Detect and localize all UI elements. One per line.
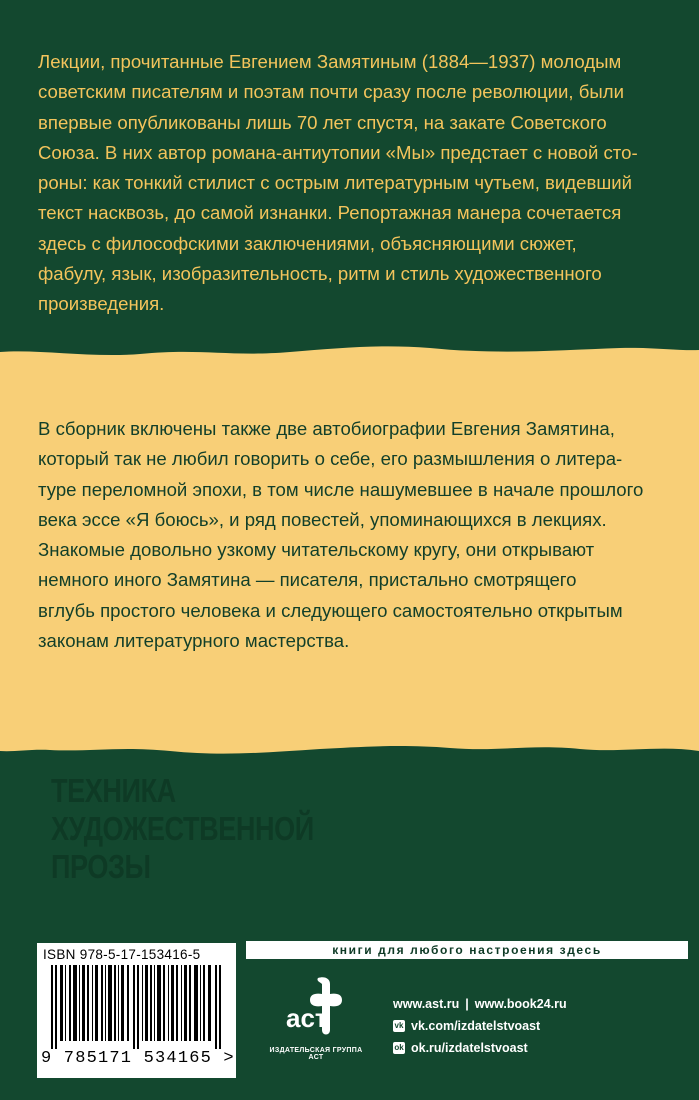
publisher-links <box>393 993 567 1059</box>
text-line: века эссе «Я боюсь», и ряд повестей, упоминающихся в лекциях. <box>38 508 607 530</box>
ok-row <box>393 1037 567 1059</box>
vk-row <box>393 1015 567 1037</box>
publisher-name: ИЗДАТЕЛЬСКАЯ ГРУППА АСТ <box>269 1047 363 1061</box>
ast-site-link[interactable]: www.ast.ru <box>393 997 460 1011</box>
text-line: здесь с философскими заключениями, объясняющими сюжет, <box>38 232 577 254</box>
text-line: произведения. <box>38 293 165 315</box>
vk-link[interactable]: vk.com/izdatelstvoast <box>411 1019 541 1033</box>
text-line: туре переломной эпохи, в том числе нашумевшее в начале прошлого <box>38 478 644 500</box>
tagline: книги для любого настроения здесь <box>246 941 688 959</box>
text-line: В сборник включены также две автобиографии Евгения Замятина, <box>38 418 615 439</box>
ast-logo-icon <box>282 972 352 1042</box>
barcode-bars <box>51 965 223 1049</box>
description-top <box>38 47 668 320</box>
logo-text: аст <box>286 1003 328 1033</box>
description-middle <box>38 414 668 656</box>
text-line: фабулу, язык, изобразительность, ритм и стиль художественного <box>38 263 602 285</box>
book-title <box>51 772 314 886</box>
title-line: ПРОЗЫ <box>51 848 151 885</box>
text-line: роны: как тонкий стилист с острым литературным чутьем, видевший <box>38 172 633 194</box>
text-line: Знакомые довольно узкому читательскому кругу, они открывают <box>38 539 595 561</box>
separator: | <box>465 997 469 1011</box>
text-line: который так не любил говорить о себе, его размышления о литера- <box>38 448 623 470</box>
text-line: законам литературного мастерства. <box>38 630 350 652</box>
ok-link[interactable]: ok.ru/izdatelstvoast <box>411 1041 528 1055</box>
text-line: советским писателям и поэтам почти сразу после революции, были <box>38 81 624 103</box>
title-line: ТЕХНИКА <box>51 772 176 809</box>
text-line: текст насквозь, до самой изнанки. Репортажная манера сочетается <box>38 202 622 224</box>
text-line: вглубь простого человека и следующего самостоятельно открытым <box>38 599 623 621</box>
text-line: немного иного Замятина — писателя, пристально смотрящего <box>38 569 577 591</box>
barcode-digits: 9 785171 534165 > <box>41 1049 235 1068</box>
book24-site-link[interactable]: www.book24.ru <box>474 997 567 1011</box>
sites-row <box>393 993 567 1015</box>
ok-icon: ok <box>394 1043 404 1052</box>
vk-icon: vk <box>394 1021 404 1030</box>
text-line: впервые опубликованы лишь 70 лет спустя, на закате Советского <box>38 111 607 133</box>
barcode-block <box>37 943 236 1078</box>
text-line: Союза. В них автор романа-антиутопии «Мы» предстает с новой сто- <box>38 141 638 163</box>
title-line: ХУДОЖЕСТВЕННОЙ <box>51 810 314 847</box>
isbn-label: ISBN 978-5-17-153416-5 <box>43 947 201 962</box>
text-line: Лекции, прочитанные Евгением Замятиным (1884—1937) молодым <box>38 51 622 72</box>
